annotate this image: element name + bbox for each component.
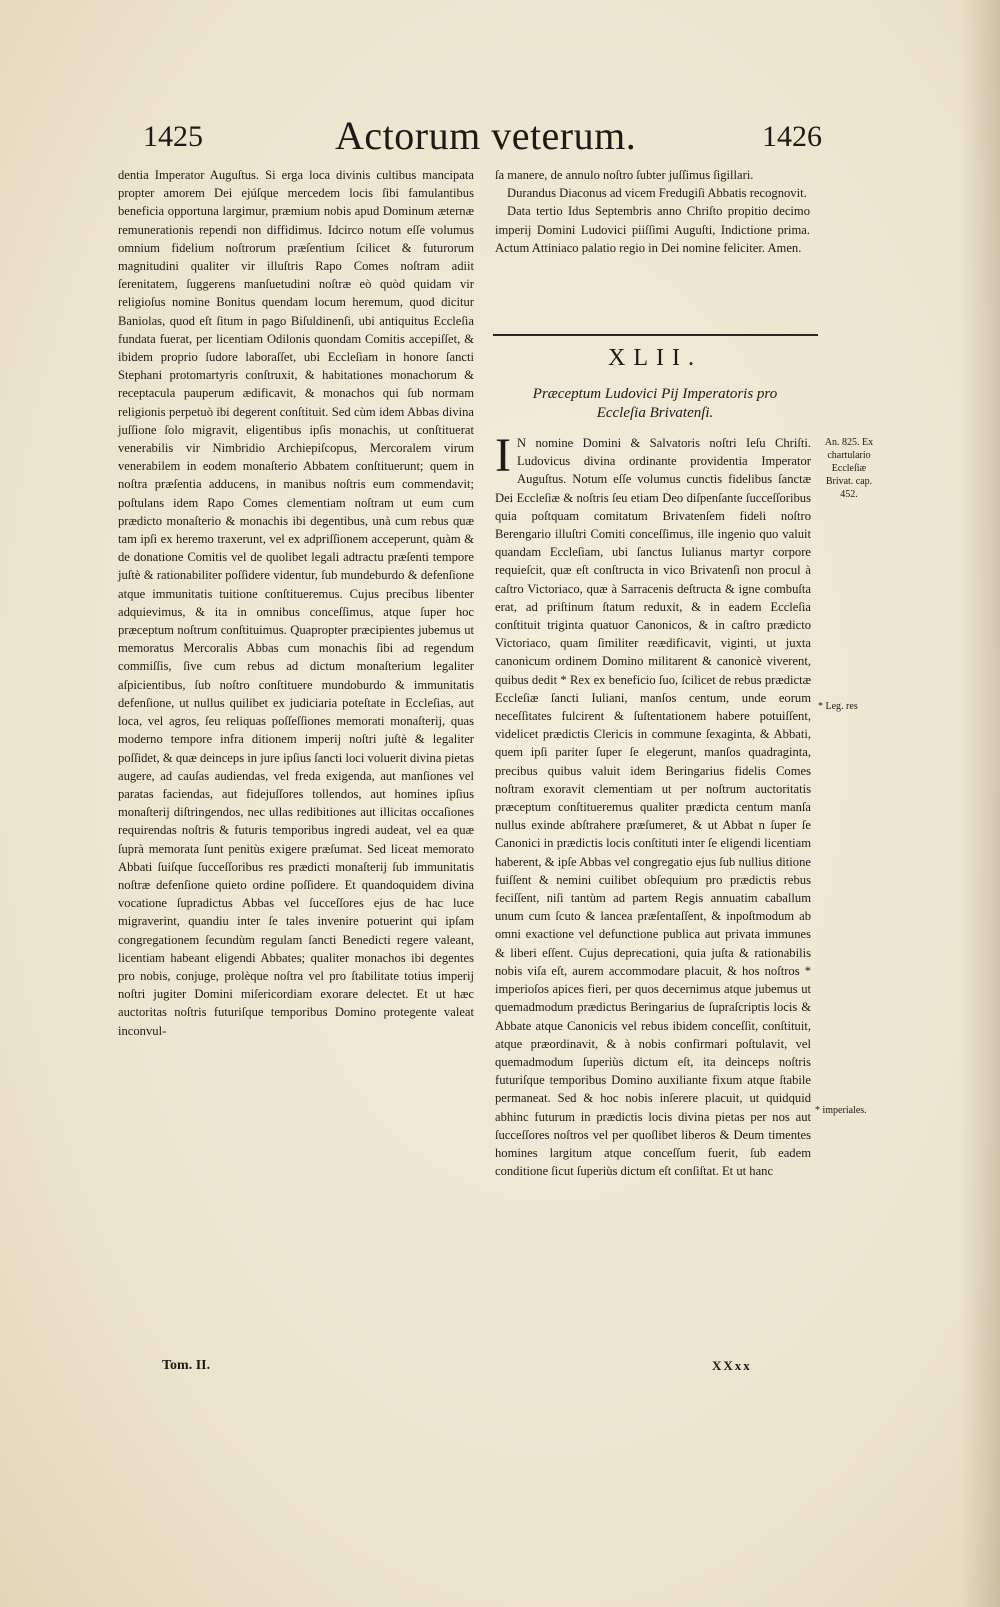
margin-note-source: An. 825. Ex chartulario Eccleſiæ Brivat. cap. 452. [824, 437, 874, 500]
margin-note-leg-res: * Leg. res [818, 701, 858, 712]
page-number-left: 1425 [143, 120, 203, 153]
right-body-text: N nomine Domini & Salvatoris noſtri Ieſu Chriſti. Ludovicus divina ordinante providentia Imperator Auguſtus. Notum eſſe volumus cunctis fidelibus ſanctæ Dei Eccleſiæ & noſtris ſeu etiam Deo diſpenſante ſucceſſoribus quia poſtquam comitatum Brivatenſem fideli noſtro Berengario illuſtri Comiti conceſſimus, ille ingenio quo valuit quandam Eccleſiam, ubi ſanctus Iulianus martyr corpore requieſcit, quæ eſt conſtructa in vico Brivatenſi non procul à caſtro Victoriaco, quæ à Sarracenis deſtructa & igne combuſta erat, ad priſtinum ſtatum reduxit, & in eadem Eccleſia conſtituit triginta quatuor Canonicos, & in caſtro prædicto Victoriaco, quam ſimiliter reædificavit, viginti, ut juxta canonicum ordinem Domino militarent & canonicè viverent, quibus dedit * Rex ex beneficio ſuo, ſcilicet de rebus prædictæ Eccleſiæ ſancti Iuliani, manſos centum, unde eorum neceſſitates fulcirent & ſuſtentationem habere potuiſſent, videlicet prædictis Clericis in commune ſexaginta, & Abbati, quem ipſi pariter ſuper ſe elegerunt, manſos quadraginta, precibus quibus valuit idem Beringarius fidelis Comes noſtram exoravit clementiam ut per noſtrum auctoritatis præceptum conſtitueremus qualiter prædicta centum manſa nullus exinde abſtrahere præſumeret, & ut Abbat n ſuper ſe Canonici in prædictis locis conſtituti inter ſe eligendi licentiam haberent, & ipſe Abbas vel congregatio ejus ſub nullius ditione fuiſſent & nemini cuilibet obſequium pro prædictis rebus feciſſent, niſi tantùm ad partem Regis annuatim caballum unum cum ſcuto & lancea præſentaſſent, & inpoſtmodum ab omni exactione vel defunctione publica aut privata immunes & liberi eſſent. Cujus deprecationi, quia juſta & rationabilis nobis viſa eſt, aurem accommodare placuit, & hos noſtros * imperioſos apices fieri, per quos decernimus atque jubemus ut quemadmodum prædictus Beringarius de ſupraſcriptis locis & Abbate atque Canonicis vel rebus ibidem conceſſit, conſtituit, atque præordinavit, & à nobis confirmari poſtulavit, vel quemadmodum ſuperiùs dictum eſt, ita deinceps noſtris futuriſque temporibus Domino auxiliante fixum atque ſtabile permaneat. Sed & hoc nobis inſerere placuit, ut quidquid abhinc futurum in prædictis locis divina pietas per nos aut ſucceſſores noſtros vel per quoſlibet liberos & Deum timentes homines largitum atque conceſſum fuerit, ſub eadem conditione ſicut ſuperiùs dictum eſt conſiſtat. Et ut hanc [495, 436, 811, 1179]
section-number: XLII. [608, 345, 702, 371]
page-number-right: 1426 [762, 120, 822, 153]
page-header [140, 112, 820, 162]
running-title: Actorum veterum. [335, 113, 637, 158]
drop-cap: I [495, 429, 511, 482]
section-title [495, 385, 815, 423]
section-title-line-2: Eccleſia Brivatenſi. [596, 405, 714, 421]
section-divider-rule [493, 334, 818, 336]
right-top-paragraph-1: ſa manere, de annulo noſtro ſubter juſſimus ſigillari. [495, 168, 754, 182]
left-column [118, 166, 474, 1040]
page-edge-shadow [960, 0, 1000, 1607]
right-column-top [495, 166, 810, 257]
margin-note-imperiales: * imperiales. [815, 1105, 867, 1116]
right-top-paragraph-2: Durandus Diaconus ad vicem Fredugiſi Abbatis recognovit. [507, 186, 807, 201]
section-title-line-1: Præceptum Ludovici Pij Imperatoris pro [532, 386, 778, 402]
right-top-paragraph-3: Data tertio Idus Septembris anno Chriſto propitio decimo imperij Domini Ludovici piiſſimi Auguſti, Indictione prima. Actum Attiniaco palatio regio in Dei nomine feliciter. Amen. [495, 204, 810, 255]
signature-mark: XXxx [712, 1358, 752, 1373]
left-column-text: dentia Imperator Auguſtus. Si erga loca divinis cultibus mancipata propter amorem Dei ejúſque mercedem locis ſibi famulantibus beneficia opportuna largimur, præmium nobis apud Dominum æternæ remunerationis rependi non diffidimus. Idcirco notum eſſe volumus omnium fidelium noſtrorum præſentium ſcilicet & futurorum magnitudini qualiter vir illuſtris Rapo Comes noſtram adiit ſerenitatem, ſuggerens manſuetudini noſtræ eò quòd quidam vir religioſus nomine Bonitus quendam locum heremum, quod dicitur Baniolas, quod eſt ſitum in pago Biſuldinenſi, ubi antiquitus Eccleſia fundata fuerat, per licentiam Odilonis quondam Comitis accepiſſet, & ibidem proprio ſudore laboraſſet, ubi Eccleſiam in honore ſancti Stephani protomartyris conſtruxit, & habitationes monachorum & receptacula pauperum ædificavit, & monachos qui ſub normam religionis perpetuò ibi degerent conſtituit. Sed cùm idem Abbas divina juſſione ſolo migravit, eligentibus ipſis monachis, ut conſtituerat venerabilis vir Nimbridio Archiepiſcopus, Mercoralem virum venerabilem in eodem monaſterio Abbatem conſtituerunt; quem in noſtra præſentia adducens, in manibus noſtris eum commendavit; poſtulans idem Rapo Comes clementiam noſtram ut eum cum prædicto monaſterio & monachis ibi degentibus, unà cum rebus quæ tam ipſi ex heremo traxerunt, vel ex adpriſſionem acceperunt, quàm & de donatione Comitis vel de quolibet legali adtractu præſenti tempore juſtè & rationabiliter poſſidere videntur, ſub mundeburdo & defenſione atque immunitatis tuitione conſtitueremus. Cujus precibus libenter adquievimus, & ita in omnibus conceſſimus, atque ſuper hoc præceptum noſtrum conſtituimus. Quapropter præcipientes jubemus ut memoratus Mercoralis Abbas cum monachis ſibi ad regendum commiſſis, ſive cum rebus ad dictum monaſterium legaliter aſpicientibus, ſub noſtro conſtituere mundoburdo & immunitatis defenſione, ut nullus quilibet ex judiciaria poteſtate in Eccleſias, aut loca, vel agros, ſeu reliquas poſſeſſiones memorati monaſterij, quas moderno tempore infra ditionem imperij noſtri juſtè & legaliter poſſidet, & quæ deinceps in jure ipſius ſancti loci voluerit divina pietas augere, ad cauſas audiendas, vel freda exigenda, aut manſiones vel paratas faciendas, aut fidejuſſores tollendos, aut homines ipſius monaſterij diſtringendos, nec ullas redibitiones aut illicitas occaſiones requirendas noſtris & futuris temporibus ingredi audeat, vel ea quæ ſuprà memorata ſunt penitùs exigere præſumat. Sed liceat memorato Abbati ſuiſque ſucceſſoribus res prædicti monaſterij ſub immunitatis noſtræ defenſione quieto ordine poſſidere. Et quandoquidem divina vocatione ſupradictus Abbas vel ſucceſſores ejus de hac luce migraverint, quandiu inter ſe tales invenire potuerint qui ipſam congregationem ſecundùm regulam ſancti Benedicti regere valeant, licentiam habeant eligendi Abbates; qualiter monachos ibi degentes pro nobis, conjuge, prolèque noſtra vel pro ſtabilitate totius imperij noſtri jugiter Domini miſericordiam exorare delectet. Et ut hæc auctoritas noſtris futuriſque temporibus Domino protegente valeat inconvul- [118, 168, 474, 1038]
volume-label: Tom. II. [162, 1358, 211, 1373]
right-column-body [495, 429, 811, 1180]
